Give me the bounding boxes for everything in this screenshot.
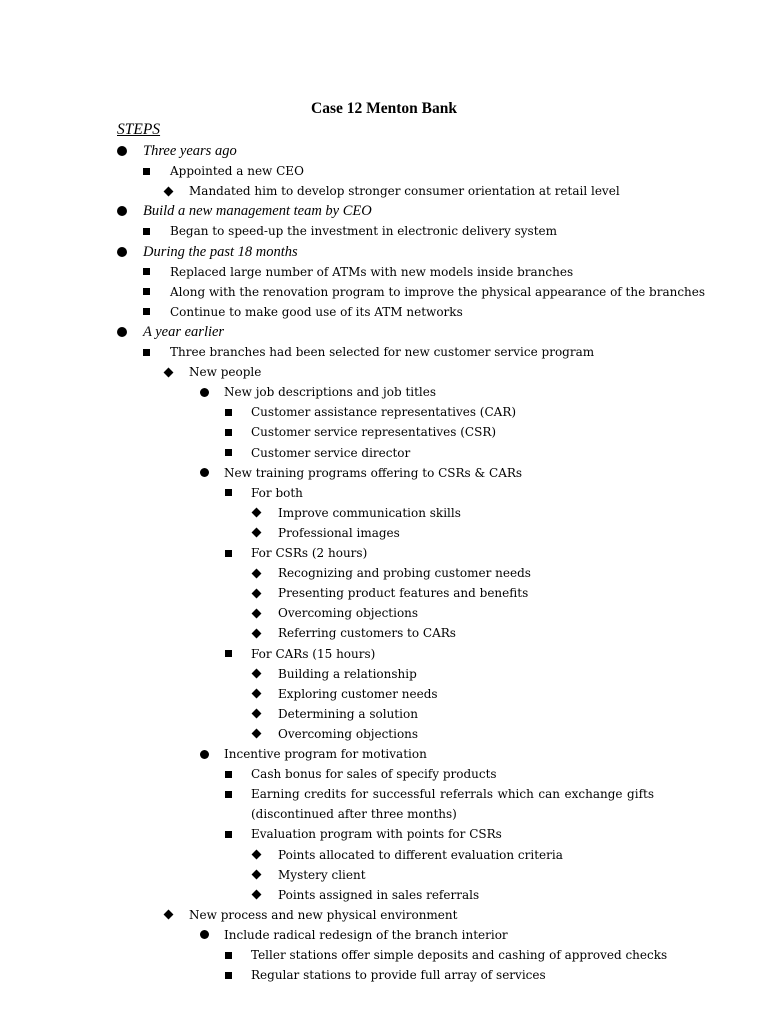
list-item-text: Appointed a new CEO bbox=[170, 164, 304, 179]
diamond-bullet-icon bbox=[252, 528, 262, 538]
square-bullet-icon bbox=[225, 489, 232, 496]
diamond-bullet-icon bbox=[164, 367, 174, 377]
list-item-text: Building a relationship bbox=[278, 666, 417, 681]
list-item-text: Evaluation program with points for CSRs bbox=[251, 827, 502, 842]
list-item-text: Points allocated to different evaluation criteria bbox=[278, 847, 563, 862]
list-item-text: Referring customers to CARs bbox=[278, 626, 456, 641]
list-item-text: New people bbox=[189, 365, 262, 380]
list-item-text: Along with the renovation program to improve the physical appearance of the branches bbox=[170, 284, 706, 299]
diamond-bullet-icon bbox=[252, 709, 262, 719]
square-bullet-icon bbox=[143, 268, 150, 275]
list-item-text: Customer service director bbox=[251, 445, 411, 460]
list-item-text: Customer assistance representatives (CAR) bbox=[251, 405, 517, 420]
list-item-text: Points assigned in sales referrals bbox=[278, 887, 480, 902]
list-item-text: Replaced large number of ATMs with new models inside branches bbox=[170, 264, 574, 279]
square-bullet-icon bbox=[143, 228, 150, 235]
list-item-text: Customer service representatives (CSR) bbox=[251, 425, 497, 440]
list-item-text: Mandated him to develop stronger consumer orientation at retail level bbox=[189, 184, 620, 199]
list-item-text: Improve communication skills bbox=[278, 505, 461, 520]
list-item-text: Continue to make good use of its ATM networks bbox=[170, 304, 463, 319]
square-bullet-icon bbox=[143, 308, 150, 315]
square-bullet-icon bbox=[225, 409, 232, 416]
list-item-text: Build a new management team by CEO bbox=[143, 203, 372, 220]
list-item-text: During the past 18 months bbox=[143, 243, 298, 260]
square-bullet-icon bbox=[225, 952, 232, 959]
list-item-text: A year earlier bbox=[143, 323, 225, 340]
diamond-bullet-icon bbox=[252, 890, 262, 900]
list-item-text: Began to speed-up the investment in electronic delivery system bbox=[170, 224, 557, 239]
list-item-text: Determining a solution bbox=[278, 706, 418, 721]
square-bullet-icon bbox=[225, 791, 232, 798]
list-item-text: Mystery client bbox=[278, 867, 366, 882]
diamond-bullet-icon bbox=[252, 669, 262, 679]
page-title: Case 12 Menton Bank bbox=[311, 100, 457, 117]
square-bullet-icon bbox=[225, 831, 232, 838]
diamond-bullet-icon bbox=[252, 850, 262, 860]
square-bullet-icon bbox=[225, 550, 232, 557]
circle-bullet-icon bbox=[200, 930, 209, 939]
square-bullet-icon bbox=[143, 168, 150, 175]
circle-bullet-icon bbox=[200, 468, 209, 477]
square-bullet-icon bbox=[143, 349, 150, 356]
list-item-text: Teller stations offer simple deposits and cashing of approved checks bbox=[251, 948, 668, 962]
list-item-text: For CARs (15 hours) bbox=[251, 646, 376, 661]
square-bullet-icon bbox=[225, 429, 232, 436]
list-item-text: Incentive program for motivation bbox=[224, 747, 427, 761]
circle-bullet-icon bbox=[117, 146, 127, 156]
list-item-text: For both bbox=[251, 485, 303, 500]
square-bullet-icon bbox=[143, 288, 150, 295]
diamond-bullet-icon bbox=[164, 910, 174, 920]
diamond-bullet-icon bbox=[252, 588, 262, 598]
list-item-text: Include radical redesign of the branch interior bbox=[224, 927, 508, 942]
list-item-text: New training programs offering to CSRs & CARs bbox=[224, 465, 523, 480]
list-item-text: (discontinued after three months) bbox=[251, 807, 457, 822]
circle-bullet-icon bbox=[200, 388, 209, 397]
square-bullet-icon bbox=[225, 449, 232, 456]
list-item-text: Earning credits for successful referrals which can exchange gifts bbox=[251, 787, 654, 802]
section-heading: STEPS bbox=[117, 121, 161, 138]
diamond-bullet-icon bbox=[252, 568, 262, 578]
list-item-text: Overcoming objections bbox=[278, 726, 419, 741]
square-bullet-icon bbox=[225, 972, 232, 979]
diamond-bullet-icon bbox=[252, 729, 262, 739]
square-bullet-icon bbox=[225, 771, 232, 778]
list-item-text: New process and new physical environment bbox=[189, 907, 458, 922]
list-item-text: Overcoming objections bbox=[278, 606, 419, 621]
list-item-text: Recognizing and probing customer needs bbox=[278, 566, 531, 581]
list-item-text: For CSRs (2 hours) bbox=[251, 546, 368, 560]
list-item-text: Presenting product features and benefits bbox=[278, 586, 529, 601]
diamond-bullet-icon bbox=[252, 870, 262, 880]
circle-bullet-icon bbox=[117, 327, 127, 337]
diamond-bullet-icon bbox=[252, 608, 262, 618]
list-item-text: Three branches had been selected for new customer service program bbox=[170, 345, 595, 359]
diamond-bullet-icon bbox=[252, 508, 262, 518]
circle-bullet-icon bbox=[200, 750, 209, 759]
list-item-text: New job descriptions and job titles bbox=[224, 385, 437, 400]
diamond-bullet-icon bbox=[252, 689, 262, 699]
list-item-text: Three years ago bbox=[143, 143, 237, 159]
circle-bullet-icon bbox=[117, 247, 127, 257]
list-item-text: Professional images bbox=[278, 525, 400, 540]
list-item-text: Cash bonus for sales of specify products bbox=[251, 767, 497, 782]
list-item-text: Regular stations to provide full array of services bbox=[251, 968, 546, 983]
circle-bullet-icon bbox=[117, 206, 127, 216]
diamond-bullet-icon bbox=[164, 186, 174, 196]
diamond-bullet-icon bbox=[252, 628, 262, 638]
square-bullet-icon bbox=[225, 650, 232, 657]
list-item-text: Exploring customer needs bbox=[278, 686, 438, 701]
